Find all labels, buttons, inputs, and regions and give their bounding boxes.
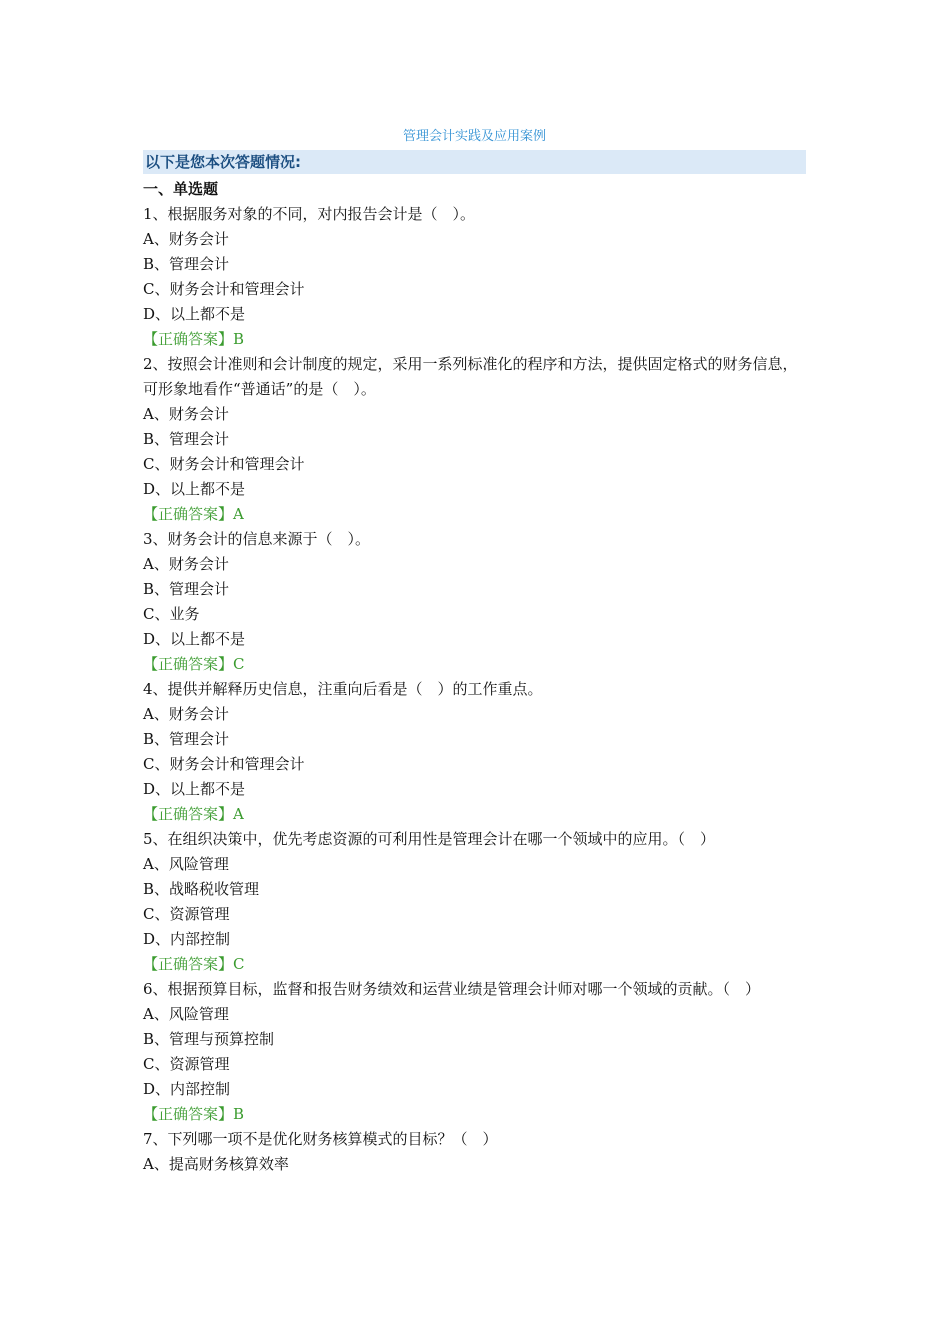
- question-text: 3、财务会计的信息来源于（ ）。: [143, 530, 371, 548]
- answer-option: D、以上都不是: [143, 305, 246, 323]
- answer-option: C、财务会计和管理会计: [143, 755, 305, 773]
- correct-answer: 【正确答案】B: [143, 330, 245, 348]
- question-text: 2、按照会计准则和会计制度的规定，采用一系列标准化的程序和方法，提供固定格式的财务信息，可形象地看作“普通话”的是（ ）。: [143, 355, 798, 398]
- answer-option: D、以上都不是: [143, 480, 246, 498]
- document-title: 管理会计实践及应用案例: [402, 129, 546, 144]
- answer-option: C、财务会计和管理会计: [143, 280, 305, 298]
- answer-option: A、风险管理: [143, 1005, 229, 1023]
- answer-option: D、以上都不是: [143, 630, 246, 648]
- answer-option: D、以上都不是: [143, 780, 246, 798]
- question-text: 6、根据预算目标，监督和报告财务绩效和运营业绩是管理会计师对哪一个领域的贡献。（ ）: [143, 980, 761, 998]
- section-title: 一、单选题: [143, 180, 219, 198]
- answer-option: A、财务会计: [143, 555, 229, 573]
- question-item: [143, 202, 806, 352]
- question-list: [143, 177, 806, 1177]
- questions-container: [143, 202, 806, 1177]
- question-item: [143, 827, 806, 977]
- answer-option: D、内部控制: [143, 1080, 231, 1098]
- question-text: 7、下列哪一项不是优化财务核算模式的目标？（ ）: [143, 1130, 498, 1148]
- question-item: [143, 352, 806, 527]
- answer-option: B、管理会计: [143, 580, 230, 598]
- question-item: [143, 527, 806, 677]
- answer-option: D、内部控制: [143, 930, 231, 948]
- correct-answer: 【正确答案】A: [143, 505, 244, 523]
- correct-answer: 【正确答案】B: [143, 1105, 245, 1123]
- question-item: [143, 1127, 806, 1177]
- correct-answer: 【正确答案】C: [143, 655, 245, 673]
- answer-option: B、管理会计: [143, 255, 230, 273]
- question-item: [143, 977, 806, 1127]
- answer-option: A、财务会计: [143, 230, 229, 248]
- answer-option: A、提高财务核算效率: [143, 1155, 289, 1173]
- question-text: 1、根据服务对象的不同，对内报告会计是（ ）。: [143, 205, 476, 223]
- question-item: [143, 677, 806, 827]
- answer-option: B、管理会计: [143, 430, 230, 448]
- answer-option: B、管理会计: [143, 730, 230, 748]
- answer-option: A、财务会计: [143, 705, 229, 723]
- answer-option: B、战略税收管理: [143, 880, 260, 898]
- question-text: 5、在组织决策中，优先考虑资源的可利用性是管理会计在哪一个领域中的应用。（ ）: [143, 830, 716, 848]
- answer-option: C、资源管理: [143, 1055, 230, 1073]
- answer-option: C、业务: [143, 605, 200, 623]
- correct-answer: 【正确答案】A: [143, 805, 244, 823]
- question-text: 4、提供并解释历史信息，注重向后看是（ ）的工作重点。: [143, 680, 543, 698]
- result-header: 以下是您本次答题情况:: [143, 150, 806, 174]
- answer-option: A、财务会计: [143, 405, 229, 423]
- correct-answer: 【正确答案】C: [143, 955, 245, 973]
- answer-option: C、资源管理: [143, 905, 230, 923]
- answer-option: A、风险管理: [143, 855, 229, 873]
- answer-option: B、管理与预算控制: [143, 1030, 275, 1048]
- answer-option: C、财务会计和管理会计: [143, 455, 305, 473]
